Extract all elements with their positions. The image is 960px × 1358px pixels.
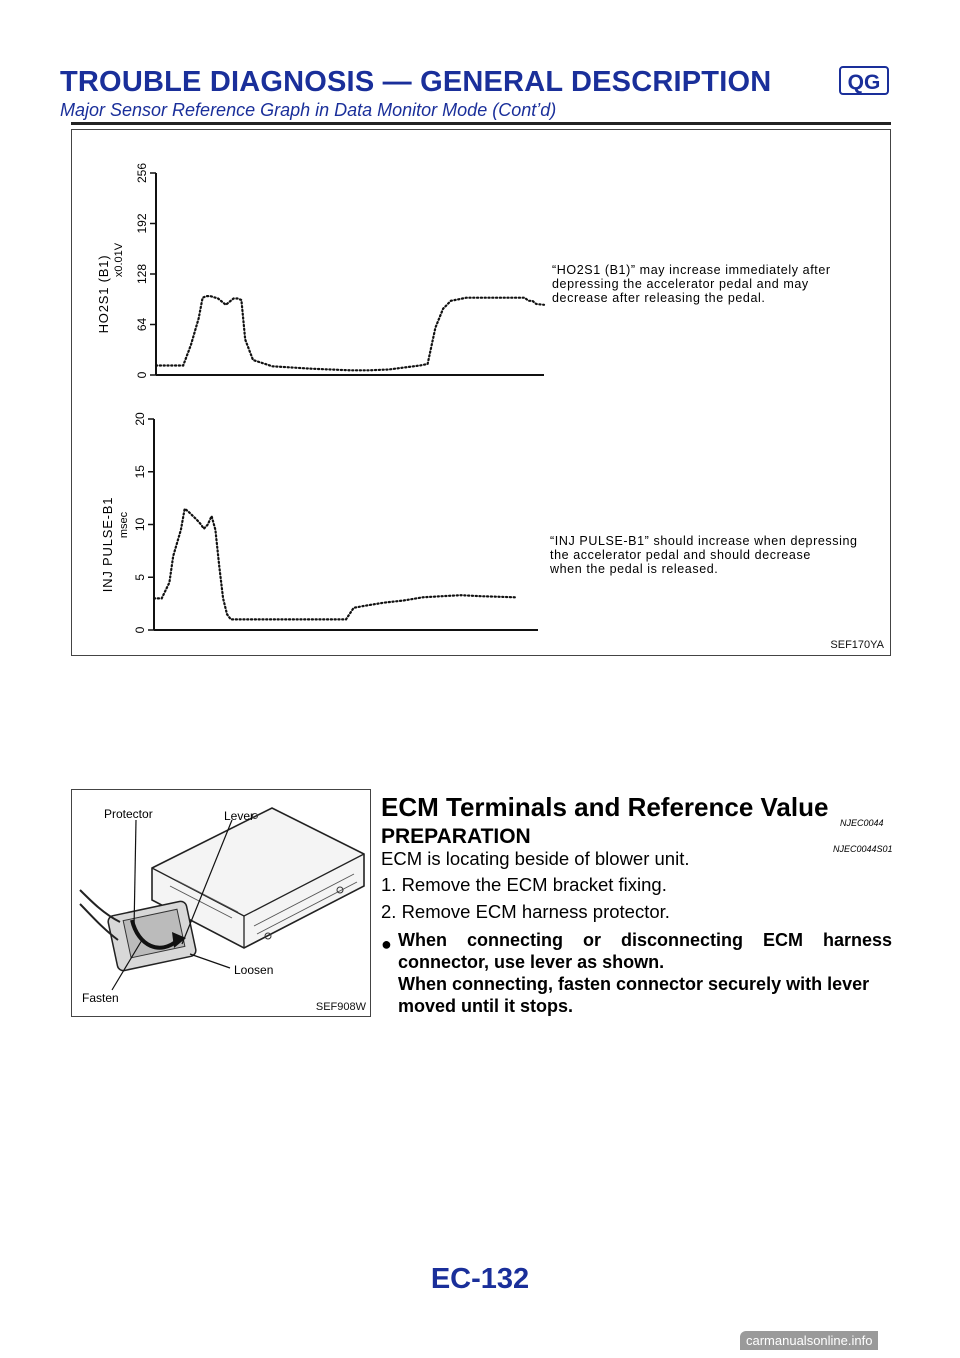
graph-annotation-line: “HO2S1 (B1)” may increase immediately after	[552, 263, 831, 277]
bullet-warning	[398, 929, 892, 1017]
page-number: EC-132	[430, 1263, 530, 1295]
header-rule	[71, 122, 891, 125]
inj-pulse-chart	[100, 412, 858, 633]
sensor-graph-figure	[71, 129, 891, 656]
section-code: NJEC0044	[840, 818, 884, 828]
bullet-icon: ●	[381, 934, 392, 954]
y-tick-label: 128	[135, 263, 149, 285]
graph-annotation-line: when the pedal is released.	[550, 562, 719, 576]
y-tick-label: 15	[133, 465, 147, 479]
subsection-code: NJEC0044S01	[833, 844, 893, 854]
subsection-title: PREPARATION	[381, 825, 531, 848]
graph-annotation-line: depressing the accelerator pedal and may	[552, 277, 809, 291]
y-tick-label: 20	[133, 412, 147, 426]
ecm-connector-illustration	[72, 790, 370, 1016]
ho2s1-chart	[96, 163, 831, 379]
sensor-graph-svg	[72, 130, 890, 655]
graph-annotation-line: “INJ PULSE-B1” should increase when depressing	[550, 534, 858, 548]
footer-watermark: carmanualsonline.info	[740, 1331, 878, 1350]
y-unit-label: x0.01V	[113, 242, 125, 278]
y-tick-label: 0	[133, 626, 147, 634]
figure-code: SEF170YA	[830, 639, 884, 651]
y-tick-label: 192	[135, 213, 149, 234]
graph-annotation-line: decrease after releasing the pedal.	[552, 291, 766, 305]
y-tick-label: 5	[133, 573, 147, 581]
y-tick-label: 10	[133, 517, 147, 532]
y-tick-label: 64	[135, 317, 149, 332]
y-axis-label: INJ PULSE-B1	[100, 496, 115, 593]
y-tick-label: 0	[135, 371, 149, 379]
y-unit-label: msec	[118, 511, 130, 539]
label-protector: Protector	[104, 807, 153, 821]
y-tick-label: 256	[135, 162, 149, 184]
section-title: ECM Terminals and Reference Value	[381, 792, 829, 822]
page-subtitle: Major Sensor Reference Graph in Data Monitor Mode (Cont’d)	[60, 100, 557, 120]
graph-annotation-line: the accelerator pedal and should decrease	[550, 548, 811, 562]
engine-badge: QG	[839, 66, 889, 95]
label-loosen: Loosen	[234, 963, 274, 977]
bullet-line-2: When connecting, fasten connector securely with lever moved until it stops.	[398, 974, 870, 1016]
y-axis-label: HO2S1 (B1)	[96, 254, 111, 334]
bullet-line-1: When connecting or disconnecting ECM harness connector, use lever as shown.	[398, 930, 892, 972]
ecm-connector-figure	[71, 789, 371, 1017]
signal-trace	[156, 296, 544, 370]
figure-code: SEF908W	[315, 1001, 366, 1013]
label-fasten: Fasten	[82, 991, 119, 1005]
signal-trace	[154, 509, 515, 620]
label-lever: Lever	[224, 809, 255, 823]
step-1: 1. Remove the ECM bracket fixing.	[381, 874, 667, 895]
page-title: TROUBLE DIAGNOSIS — GENERAL DESCRIPTION	[60, 66, 772, 98]
step-2: 2. Remove ECM harness protector.	[381, 901, 670, 922]
intro-text: ECM is locating beside of blower unit.	[381, 848, 690, 869]
